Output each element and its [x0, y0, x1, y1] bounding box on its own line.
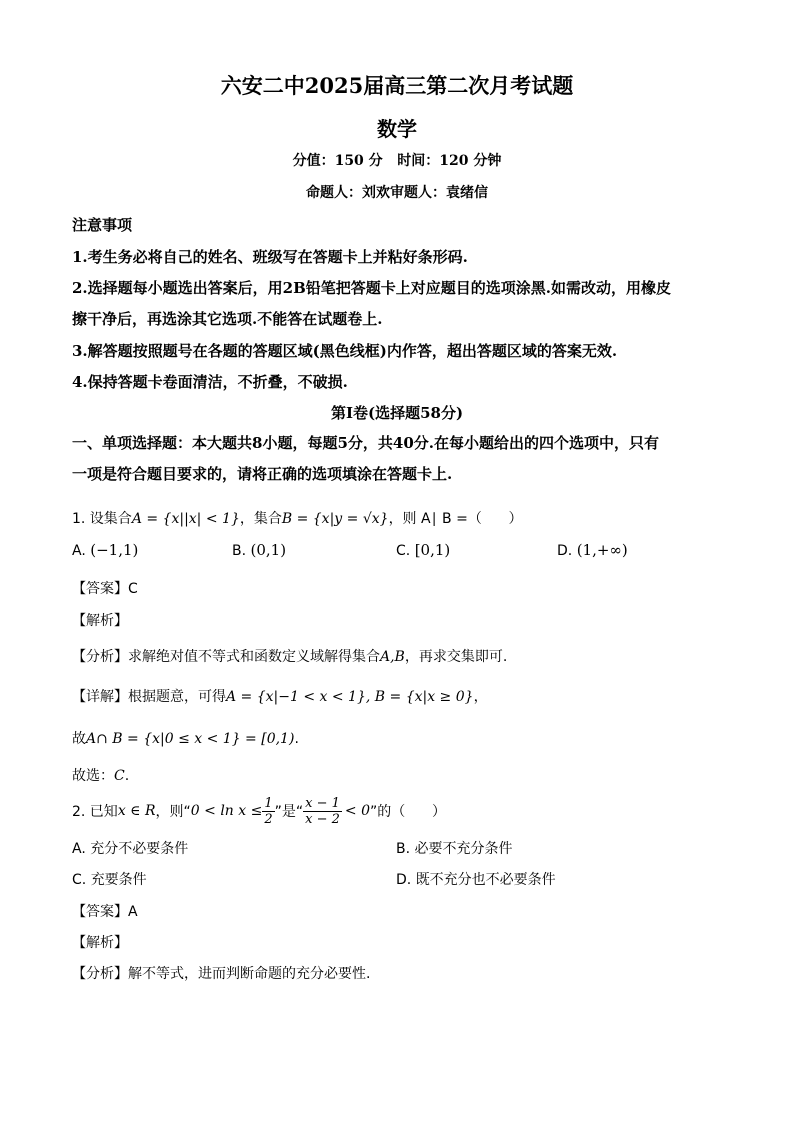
q2-mid1: ，则“ — [155, 804, 191, 820]
note-item: 擦干净后，再选涂其它选项.不能答在试题卷上. — [72, 310, 383, 328]
section-instruction: 一项是符合题目要求的，请将正确的选项填涂在答题卡上. — [72, 465, 453, 483]
q2-prefix: 2. 已知 — [72, 804, 118, 820]
option-label: A. — [72, 841, 86, 857]
authors: 命题人：刘欢审题人：袁绪信 — [306, 185, 488, 201]
fenxi-tag: 【分析】 — [72, 649, 128, 665]
answer-line — [72, 578, 138, 598]
option-b — [396, 838, 513, 858]
option-label: D. — [557, 543, 573, 559]
answer-tag: 【答案】 — [72, 904, 128, 920]
option-label: C. — [72, 872, 87, 888]
q2-ineq1: 0 < ln x ≤ — [190, 803, 263, 819]
choose-tail: . — [124, 768, 130, 784]
exam-title: 六安二中2025届高三第二次月考试题 — [220, 73, 574, 98]
analysis-tag: 【解析】 — [72, 613, 128, 629]
option-c — [396, 541, 450, 559]
answer-value: A — [128, 904, 138, 920]
option-c — [72, 869, 147, 889]
q2-frac1 — [262, 796, 274, 827]
frac-numerator: x − 1 — [305, 795, 340, 811]
choose-prefix: 故选： — [72, 768, 114, 784]
option-label: C. — [396, 543, 411, 559]
fenxi-math: A,B — [380, 649, 405, 665]
option-value: (0,1) — [250, 541, 287, 559]
note-item: 4.保持答题卡卷面清洁，不折叠，不破损. — [72, 373, 348, 391]
detail-text: 根据题意，可得 — [128, 689, 226, 705]
answer-tag: 【答案】 — [72, 581, 128, 597]
subject-title: 数学 — [377, 117, 417, 141]
q2-frac2 — [303, 796, 342, 827]
q2-tail: ”的（ ） — [370, 804, 446, 820]
fenxi-tag: 【分析】 — [72, 966, 128, 982]
frac-numerator: 1 — [264, 795, 273, 811]
answer-value: C — [128, 581, 138, 597]
option-label: B. — [232, 543, 247, 559]
q1-mid: ，集合 — [239, 511, 282, 527]
q2-cond: x ∈ R — [117, 803, 156, 819]
option-label: D. — [396, 872, 412, 888]
detail-tag: 【详解】 — [72, 689, 128, 705]
question-1-stem — [72, 508, 523, 528]
fenxi-line — [72, 963, 370, 983]
note-item: 2.选择题每小题选出答案后，用2B铅笔把答题卡上对应题目的选项涂黑.如需改动，用橡皮 — [72, 279, 672, 297]
option-value: 必要不充分条件 — [414, 841, 513, 857]
conclude-prefix: 故 — [72, 731, 86, 747]
option-value: 既不充分也不必要条件 — [415, 872, 556, 888]
choose-line — [72, 765, 129, 785]
detail-math: A = {x|−1 < x < 1}, B = {x|x ≥ 0} — [226, 689, 474, 705]
option-value: (−1,1) — [90, 541, 139, 559]
option-d — [396, 869, 556, 889]
notes-heading: 注意事项 — [72, 216, 133, 234]
question-2-stem — [72, 791, 446, 831]
fenxi-tail: ，再求交集即可. — [404, 649, 508, 665]
answer-line — [72, 901, 138, 921]
q1-prefix: 1. 设集合 — [72, 511, 132, 527]
frac-denominator: x − 2 — [305, 811, 340, 827]
option-d — [557, 541, 628, 559]
section-instruction: 一、单项选择题：本大题共8小题，每题5分，共40分.在每小题给出的四个选项中，只有 — [72, 434, 659, 452]
q2-ineq2: < 0 — [344, 803, 370, 819]
fenxi-line — [72, 646, 507, 666]
choose-math: C — [114, 768, 125, 784]
analysis-tag: 【解析】 — [72, 935, 128, 951]
q2-mid2: ”是“ — [274, 804, 304, 820]
q1-set-a: A = {x||x| < 1} — [131, 511, 240, 527]
frac-denominator: 2 — [264, 811, 273, 827]
option-value: (1,+∞) — [576, 541, 628, 559]
option-value: 充要条件 — [90, 872, 147, 888]
option-label: A. — [72, 543, 86, 559]
conclude-math: A∩ B = {x|0 ≤ x < 1} = [0,1) — [86, 731, 295, 747]
detail-line — [72, 686, 488, 706]
option-value: [0,1) — [414, 541, 451, 559]
conclude-tail: . — [294, 731, 299, 747]
section-title: 第Ⅰ卷(选择题58分) — [330, 404, 464, 422]
q1-set-b: B = {x|y = √x} — [281, 511, 389, 527]
fenxi-text: 解不等式，进而判断命题的充分必要性. — [128, 966, 371, 982]
detail-tail: ， — [473, 689, 488, 705]
conclude-line — [72, 728, 299, 748]
option-value: 充分不必要条件 — [90, 841, 189, 857]
option-b — [232, 541, 286, 559]
note-item: 3.解答题按照题号在各题的答题区域(黑色线框)内作答，超出答题区域的答案无效. — [72, 342, 618, 360]
q1-tail: ，则 A∣ B =（ ） — [388, 511, 523, 527]
fenxi-text: 求解绝对值不等式和函数定义域解得集合 — [128, 649, 380, 665]
option-label: B. — [396, 841, 411, 857]
note-item: 1.考生务必将自己的姓名、班级写在答题卡上并粘好条形码. — [72, 248, 468, 266]
option-a — [72, 838, 188, 858]
option-a — [72, 541, 138, 559]
score-time: 分值：150 分 时间：120 分钟 — [292, 153, 502, 169]
